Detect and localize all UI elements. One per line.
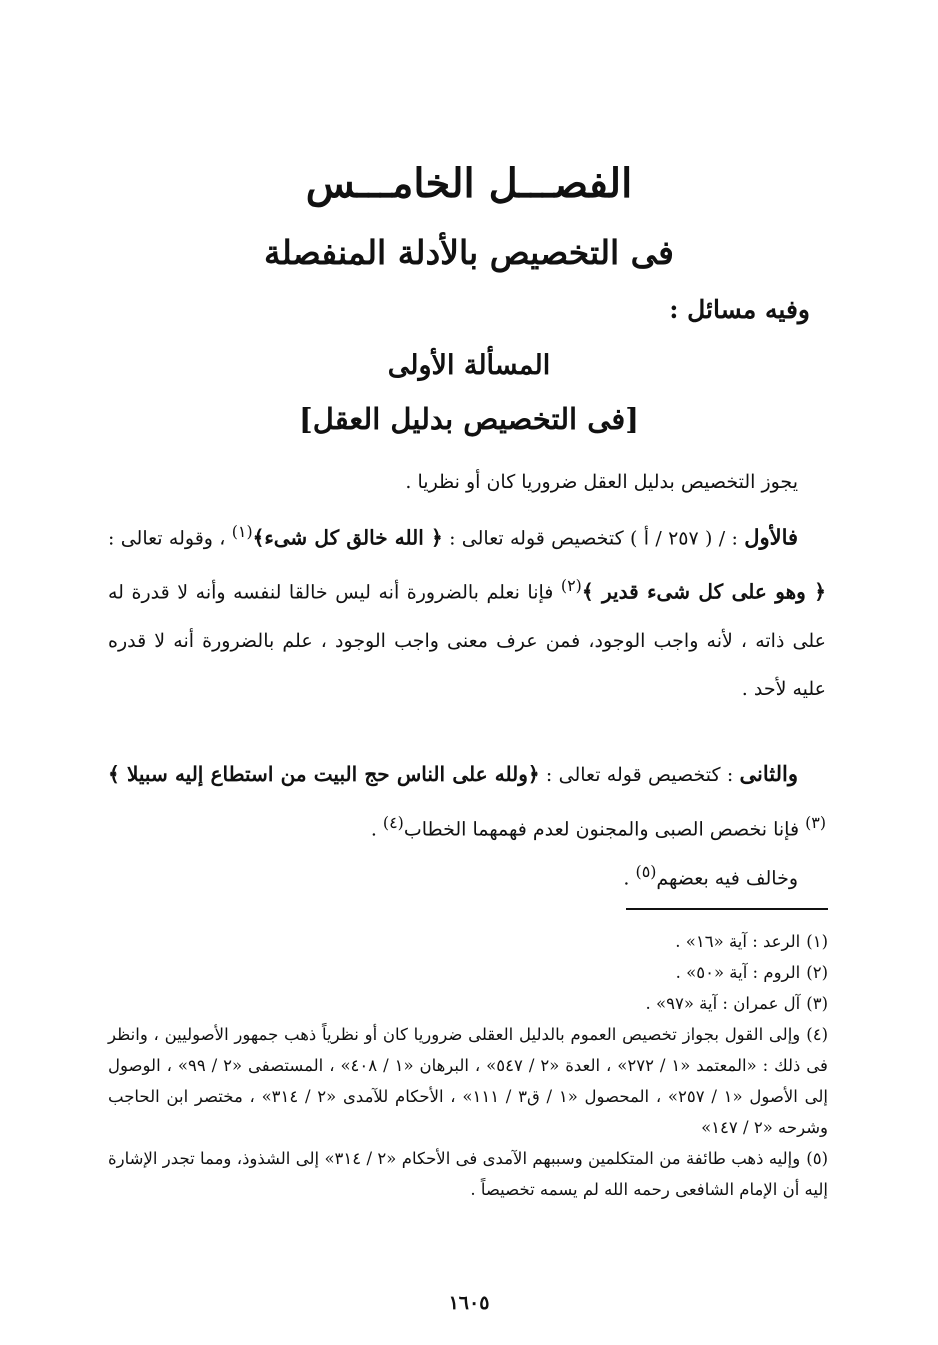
second-type-text-c: . [370,818,383,841]
footnote-text: وإليه ذهب طائفة من المتكلمين وسببهم الآمدى فى الأحكام «٢ / ٣١٤» إلى الشذوذ، ومما تجدر الإشارة إليه أن الإمام الشافعى رحمه الله لم يسمه تخصيصاً . [108,1149,828,1199]
footnote-number: (١) [806,932,828,951]
dissent-text: وخالف فيه بعضهم [656,867,798,890]
footnote-number: (٤) [806,1025,828,1044]
issue-subtitle: [فى التخصيص بدليل العقل] [299,402,639,436]
footnote-separator [626,908,828,910]
footnote-number: (٣) [806,994,828,1013]
footnote-text: الروم : آية «٥٠» . [675,963,801,982]
footnotes [108,926,828,1205]
chapter-title: الفصـــل الخامـــس [305,160,633,207]
issue-title: المسألة الأولى [387,350,551,381]
footnote-ref-4[interactable]: (٤) [382,813,404,832]
chapter-subtitle: فى التخصيص بالأدلة المنفصلة [264,233,674,272]
footnote-ref-3[interactable]: (٣) [805,813,826,832]
footnote [108,1143,828,1205]
issues-intro: وفيه مسائل : [669,295,810,324]
quran-verse-1: ﴿ الله خالق كل شىء﴾ [252,525,443,550]
first-type-text-a: : / ( ٢٥٧ / أ ) كتخصيص قوله تعالى : [442,527,745,550]
footnote [108,957,828,988]
footnote [108,1019,828,1143]
footnote-number: (٢) [806,963,828,982]
footnote-text: الرعد : آية «١٦» . [675,932,801,951]
second-type-paragraph [108,750,826,853]
footnote [108,926,828,957]
footnote-ref-2[interactable]: (٢) [560,576,582,596]
page-number: ١٦٠٥ [448,1292,490,1314]
second-type-text-b: فإنا نخصص الصبى والمجنون لعدم فهمهما الخطاب [403,818,806,841]
second-type-text-a: : كتخصيص قوله تعالى : [539,764,740,786]
footnote-text: وإلى القول بجواز تخصيص العموم بالدليل العقلى ضروريا كان أو نظرياً ذهب جمهور الأصوليين ، وانظر فى ذلك : «المعتمد «١ / ٢٧٢» ، العدة «٢ / ٥٤٧» ، البرهان «١ / ٤٠٨» ، المستصفى «٢ / ٩٩» ، الوصول إلى الأصول «١ / ٢٥٧» ، المحصول «١ / ق٣ / ١١١» ، الأحكام للآمدى «٢ / ٣١٤» ، مختصر ابن الحاجب وشرحه «٢ / ١٤٧» [108,1025,828,1137]
footnote-text: آل عمران : آية «٩٧» . [645,994,801,1013]
dissent-end: . [623,867,636,890]
first-type-lead: فالأول [744,524,799,550]
first-type-paragraph [108,508,826,713]
first-type-text-b: ، وقوله تعالى : [108,527,232,550]
dissent-paragraph [108,848,826,902]
footnote-number: (٥) [806,1149,828,1168]
footnote [108,988,828,1019]
intro-text: يجوز التخصيص بدليل العقل ضروريا كان أو نظريا . [405,471,798,493]
second-type-lead: والثانى [739,761,799,786]
quran-verse-2: ﴿ وهو على كل شىء قدير ﴾ [581,579,826,604]
footnote-ref-5[interactable]: (٥) [635,862,657,881]
intro-paragraph [108,458,826,506]
quran-verse-3: ﴿ولله على الناس حج البيت من استطاع إليه سبيلا ﴾ [108,762,540,786]
footnote-ref-1[interactable]: (١) [231,522,253,541]
first-type-text-c: فإنا نعلم بالضرورة أنه ليس خالقا لنفسه وأنه لا قدرة له على ذاته ، لأنه واجب الوجود، فمن عرف معنى واجب الوجود ، علم بالضرورة أنه لا قدره عليه لأحد . [108,581,826,700]
